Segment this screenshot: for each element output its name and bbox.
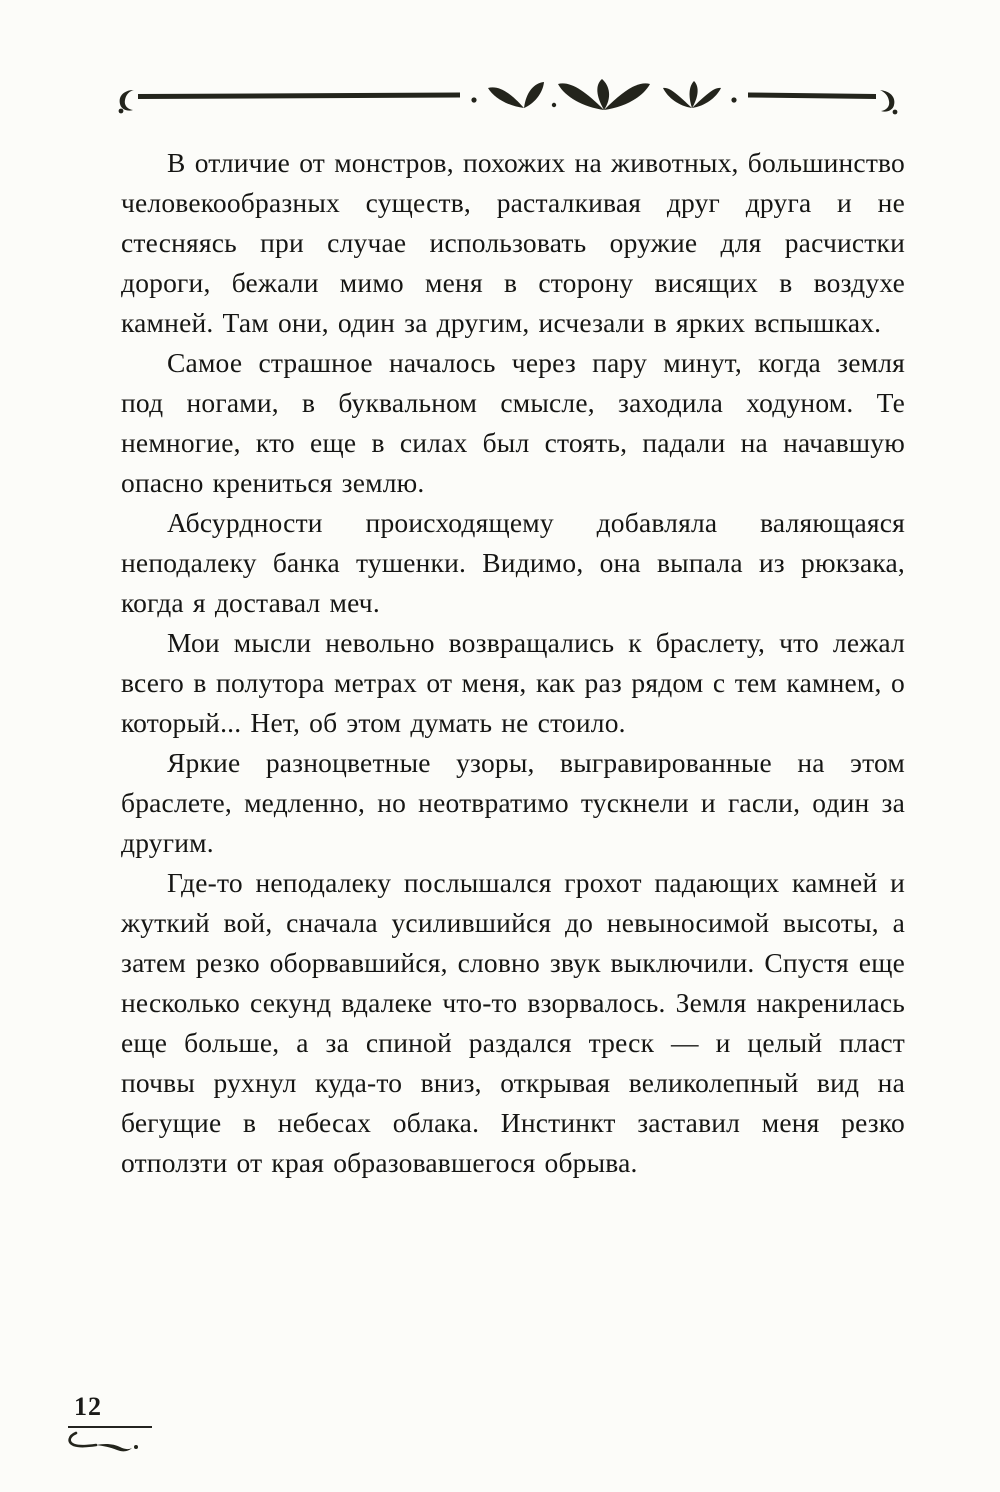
paragraph-5: Яркие разноцветные узоры, выгравированные на этом браслете, медленно, но неотвратимо тускнели и гасли, один за другим. [121,747,905,858]
paragraph-4: Мои мысли невольно возвращались к браслету, что лежал всего в полутора метрах от меня, как раз рядом с тем камнем, о который... Нет, об этом думать не стоило. [121,627,905,738]
page-number: 12 [74,1392,102,1421]
page-footer [66,1392,186,1454]
paragraph-1: В отличие от монстров, похожих на животных, большинство человекообразных существ, расталкивая друг друга и не стесняясь при случае использовать оружие для расчистки дороги, бежали мимо меня в сторону висящих в воздухе камней. Там они, один за другим, исчезали в ярких вспышках. [121,147,905,338]
paragraph-3: Абсурдности происходящему добавляла валяющаяся неподалеку банка тушенки. Видимо, она выпала из рюкзака, когда я доставал меч. [121,507,905,618]
paragraph-6: Где-то неподалеку послышался грохот падающих камней и жуткий вой, сначала усилившийся до невыносимой высоты, а затем резко оборвавшийся, словно звук выключили. Спустя еще несколько секунд вдалеке что-то взорвалось. Земля накренилась еще больше, а за спиной раздался треск — и целый пласт почвы рухнул куда-то вниз, открывая великолепный вид на бегущие в небесах облака. Инстинкт заставил меня резко отползти от края образовавшегося обрыва. [121,867,905,1178]
page-text [121,143,905,1183]
paragraph-2: Самое страшное началось через пару минут, когда земля под ногами, в буквальном смысле, заходила ходуном. Те немногие, кто еще в силах был стоять, падали на начавшую опасно крениться землю. [121,347,905,498]
footer-rule [68,1426,152,1428]
header-ornament-icon [112,78,904,120]
footer-flourish-icon [66,1430,144,1454]
